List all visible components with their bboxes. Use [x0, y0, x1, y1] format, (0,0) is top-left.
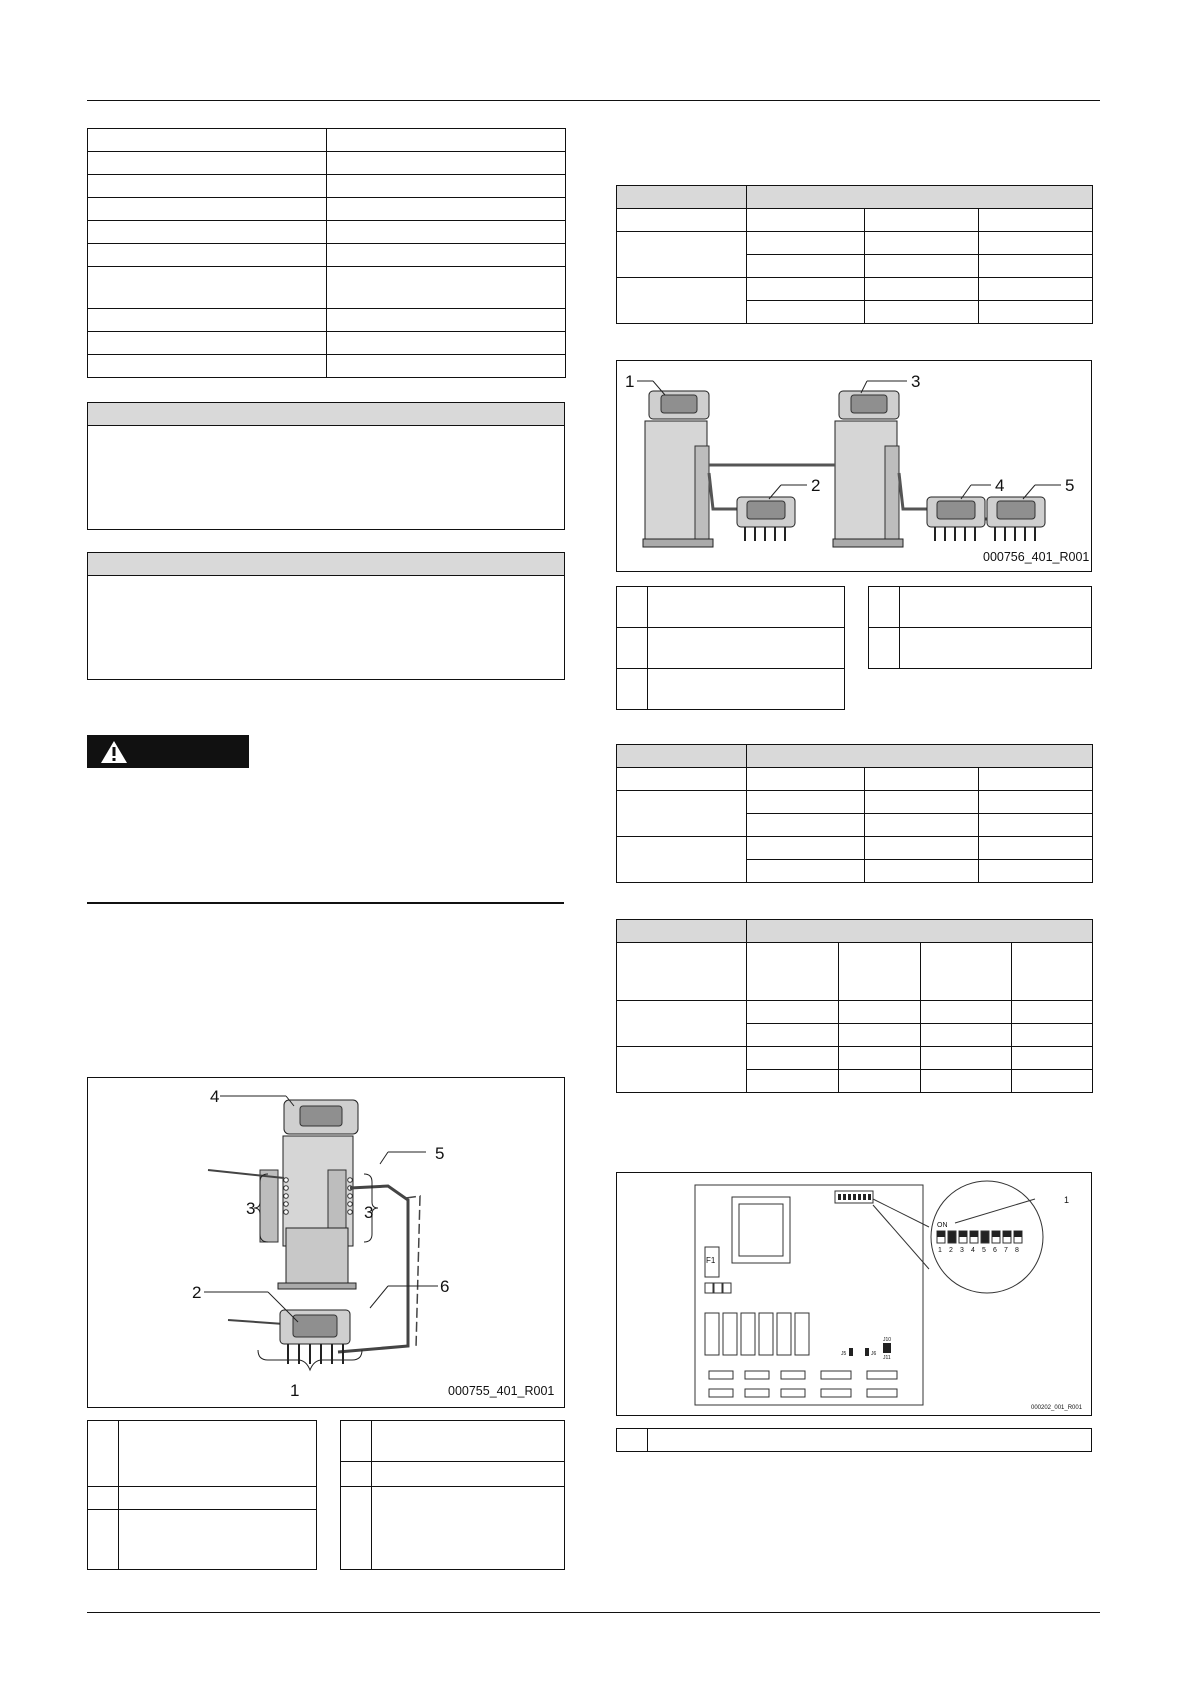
dip-number: 5: [982, 1247, 986, 1254]
note-box-header: [88, 403, 564, 426]
table-row: [88, 267, 566, 309]
figure-code: 000756_401_R001: [983, 550, 1090, 564]
table-row: [341, 1421, 565, 1462]
table-row: [617, 628, 845, 669]
section-divider: [87, 902, 564, 904]
dip-on-label: ON: [937, 1222, 948, 1229]
header-rule: [87, 100, 1100, 101]
note-box-1: [87, 402, 565, 530]
figure-code: 000202_001_R001: [1031, 1405, 1083, 1411]
table-row: [341, 1462, 565, 1487]
footer-rule: [87, 1612, 1100, 1613]
table-header-row: [617, 745, 1093, 768]
table-row: [88, 129, 566, 152]
note-box-2: [87, 552, 565, 680]
callout-5: 5: [435, 1144, 445, 1163]
dip-number: 8: [1015, 1247, 1019, 1254]
callout-1: 1: [1064, 1195, 1070, 1205]
legend-table-left-a: [87, 1420, 317, 1570]
table-row: [617, 669, 845, 710]
table-row: [88, 309, 566, 332]
jumper-j6-label: J6: [871, 1351, 877, 1357]
legend-table-right-b: [868, 586, 1092, 669]
fuse-label: F1: [706, 1256, 716, 1265]
figure-multi-unit-diagram: [616, 360, 1092, 572]
table-row: [869, 628, 1092, 669]
figure-circuit-board: [616, 1172, 1092, 1416]
table-row: [341, 1487, 565, 1570]
config-table-3: [616, 919, 1093, 1093]
callout-2: 2: [192, 1283, 202, 1302]
warning-triangle-icon: [99, 739, 129, 765]
legend-table-left-b: [340, 1420, 565, 1570]
table-header-row: [617, 920, 1093, 943]
legend-table-board: [616, 1428, 1092, 1452]
figure-installation-diagram: [87, 1077, 565, 1408]
table-row: [617, 278, 1093, 301]
callout-3: 3: [246, 1199, 256, 1218]
table-row: [617, 232, 1093, 255]
table-row: [88, 1510, 317, 1570]
config-table-2: [616, 744, 1093, 883]
table-row: [869, 587, 1092, 628]
spec-table: [87, 128, 566, 378]
callout-1: 1: [625, 372, 635, 391]
table-row: [617, 837, 1093, 860]
figure-code: 000755_401_R001: [448, 1384, 555, 1398]
table-row: [88, 1487, 317, 1510]
callout-4: 4: [995, 476, 1005, 495]
table-row: [617, 1047, 1093, 1070]
table-row: [617, 943, 1093, 1001]
dip-number: 2: [949, 1247, 953, 1254]
table-row: [617, 209, 1093, 232]
dip-number: 6: [993, 1247, 997, 1254]
legend-table-right-a: [616, 586, 845, 710]
callout-3: 3: [911, 372, 921, 391]
note-box-header: [88, 553, 564, 576]
table-row: [617, 1001, 1093, 1024]
table-row: [88, 355, 566, 378]
callout-2: 2: [811, 476, 821, 495]
callout-5: 5: [1065, 476, 1075, 495]
table-header-row: [617, 186, 1093, 209]
dip-number: 3: [960, 1247, 964, 1254]
callout-1: 1: [290, 1381, 300, 1400]
table-row: [88, 244, 566, 267]
callout-4: 4: [210, 1087, 220, 1106]
table-row: [617, 587, 845, 628]
table-row: [88, 221, 566, 244]
table-row: [617, 768, 1093, 791]
dip-number: 4: [971, 1247, 975, 1254]
callout-6: 6: [440, 1277, 450, 1296]
jumper-j10-label: J10: [883, 1337, 892, 1343]
warning-label: [87, 735, 249, 768]
jumper-j11-label: J11: [883, 1355, 891, 1361]
table-row: [88, 152, 566, 175]
table-row: [617, 791, 1093, 814]
callout-3-right: 3: [364, 1203, 374, 1222]
dip-number: 1: [938, 1247, 942, 1254]
table-row: [88, 198, 566, 221]
table-row: [617, 1429, 1092, 1452]
dip-number: 7: [1004, 1247, 1008, 1254]
config-table-1: [616, 185, 1093, 324]
table-row: [88, 175, 566, 198]
table-row: [88, 1421, 317, 1487]
table-row: [88, 332, 566, 355]
jumper-j5-label: J5: [841, 1351, 847, 1357]
